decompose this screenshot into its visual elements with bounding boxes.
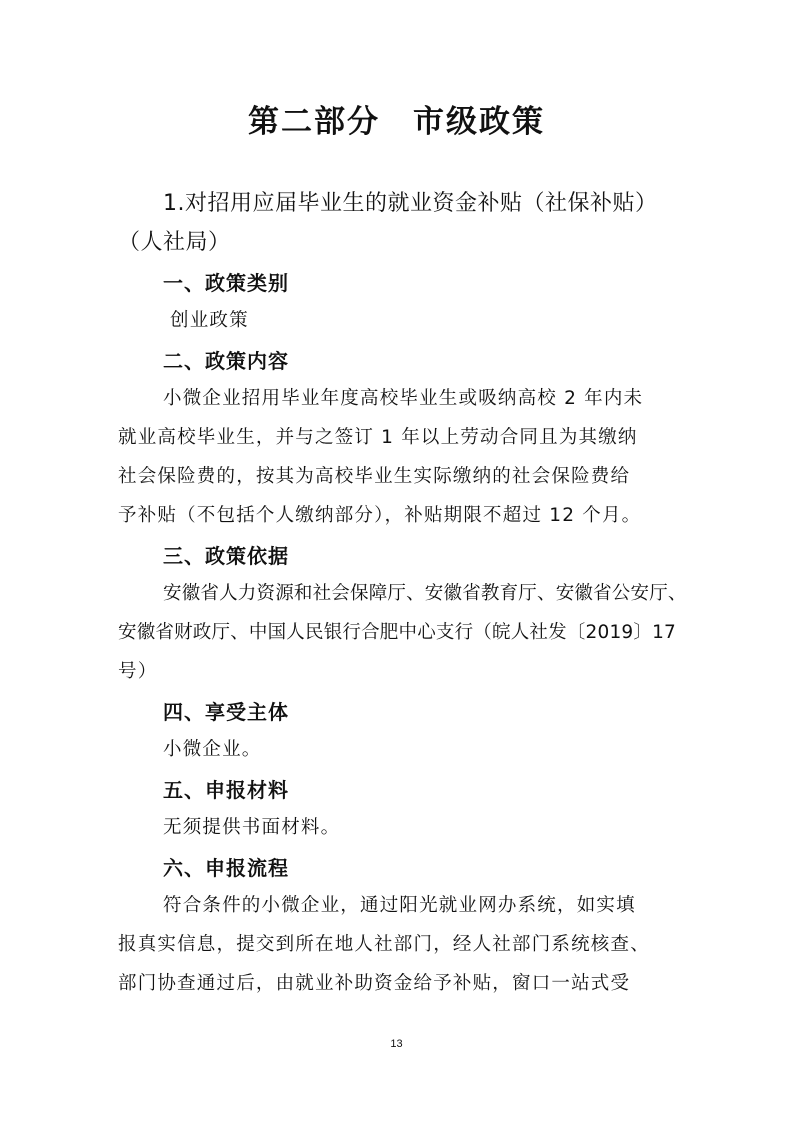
category-text: 创业政策 <box>170 310 249 331</box>
basis-line-1: 安徽省人力资源和社会保障厅、安徽省教育厅、安徽省公安厅、 <box>163 583 687 604</box>
section-heading-subject: 四、享受主体 <box>163 700 289 724</box>
subject-text: 小微企业。 <box>163 739 262 760</box>
process-line-1: 符合条件的小微企业，通过阳光就业网办系统，如实填 <box>163 895 636 916</box>
page-number: 13 <box>390 1038 403 1050</box>
content-line-3: 社会保险费的，按其为高校毕业生实际缴纳的社会保险费给 <box>118 466 631 487</box>
materials-text: 无须提供书面材料。 <box>163 817 341 838</box>
item-title-line-1: 1.对招用应届毕业生的就业资金补贴（社保补贴） <box>163 191 658 216</box>
item-title-line-2: （人社局） <box>118 230 231 255</box>
section-heading-process: 六、申报流程 <box>163 856 289 880</box>
section-heading-basis: 三、政策依据 <box>163 544 289 568</box>
section-heading-materials: 五、申报材料 <box>163 778 289 802</box>
content-line-4: 予补贴（不包括个人缴纳部分），补贴期限不超过 12 个月。 <box>118 505 642 526</box>
section-heading-content: 二、政策内容 <box>163 349 289 373</box>
basis-line-3: 号） <box>118 661 158 682</box>
content-line-1: 小微企业招用毕业年度高校毕业生或吸纳高校 2 年内未 <box>163 388 644 409</box>
section-heading-category: 一、政策类别 <box>163 271 289 295</box>
basis-line-2: 安徽省财政厅、中国人民银行合肥中心支行（皖人社发〔2019〕17 <box>118 622 677 643</box>
process-line-3: 部门协查通过后，由就业补助资金给予补贴，窗口一站式受 <box>118 973 631 994</box>
process-line-2: 报真实信息，提交到所在地人社部门，经人社部门系统核查、 <box>118 934 650 955</box>
page-title: 第二部分 市级政策 <box>248 104 545 140</box>
content-line-2: 就业高校毕业生，并与之签订 1 年以上劳动合同且为其缴纳 <box>118 427 638 448</box>
